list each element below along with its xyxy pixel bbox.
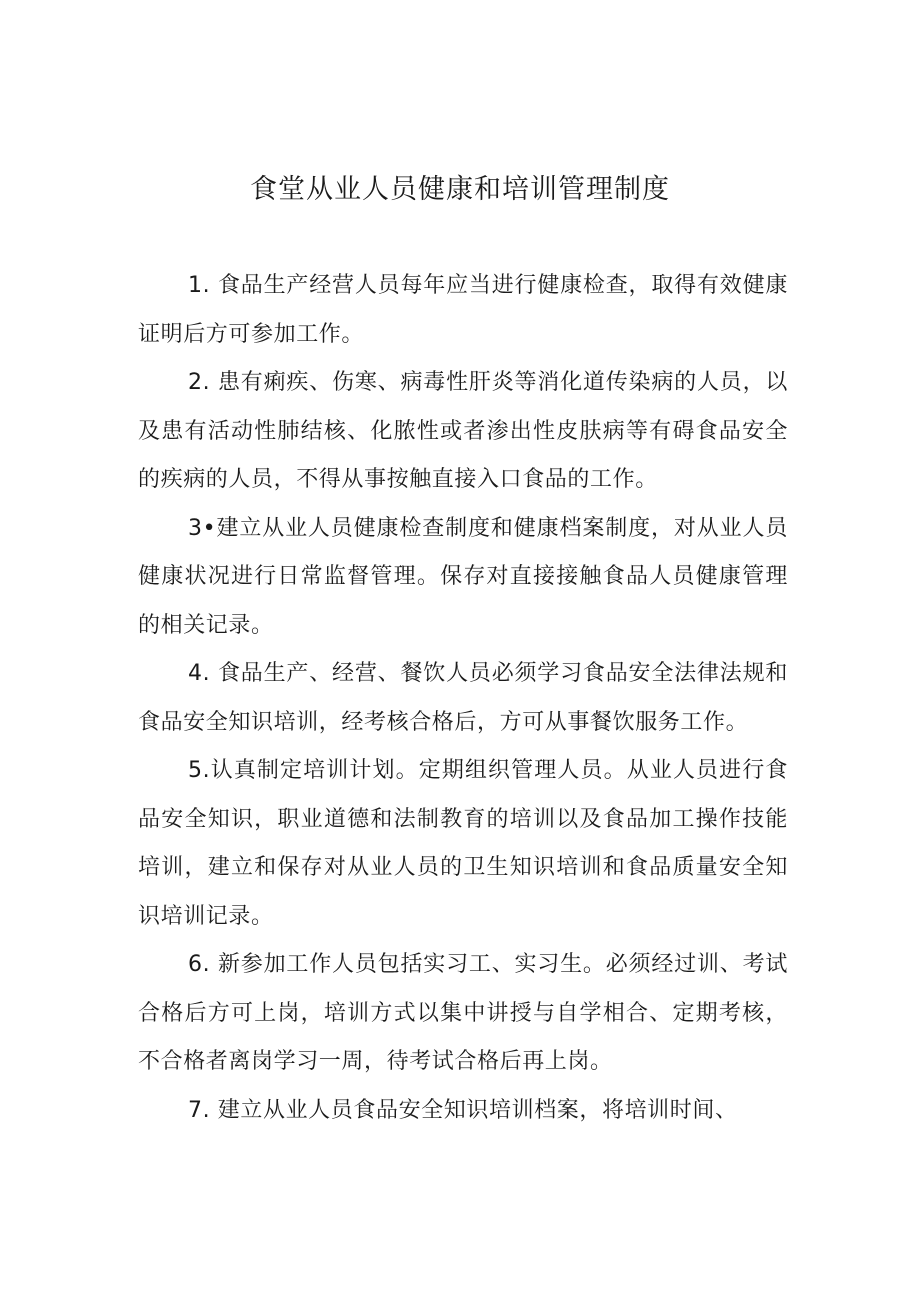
- paragraph-2: 2. 患有痢疾、伤寒、病毒性肝炎等消化道传染病的人员，以及患有活动性肺结核、化脓性或者渗出性皮肤病等有碍食品安全的疾病的人员，不得从事按触直接入口食品的工作。: [138, 370, 788, 492]
- paragraph-5: 5.认真制定培训计划。定期组织管理人员。从业人员进行食品安全知识，职业道德和法制教育的培训以及食品加工操作技能培训，建立和保存对从业人员的卫生知识培训和食品质量安全知识培训记录。: [138, 758, 788, 929]
- paragraph-7: 7. 建立从业人员食品安全知识培训档案，将培训时间、: [188, 1097, 738, 1123]
- paragraph-4: 4. 食品生产、经营、餐饮人员必须学习食品安全法律法规和食品安全知识培训，经考核合格后，方可从事餐饮服务工作。: [138, 661, 788, 735]
- paragraph-3: 3•建立从业人员健康检查制度和健康档案制度，对从业人员健康状况进行日常监督管理。保存对直接接触食品人员健康管理的相关记录。: [138, 515, 788, 638]
- paragraph-1: 1. 食品生产经营人员每年应当进行健康检查，取得有效健康证明后方可参加工作。: [138, 273, 788, 347]
- document-body: [138, 262, 788, 1135]
- document-title: 食堂从业人员健康和培训管理制度: [250, 174, 670, 205]
- paragraph-6: 6. 新参加工作人员包括实习工、实习生。必须经过训、考试合格后方可上岗，培训方式以集中讲授与自学相合、定期考核，不合格者离岗学习一周，待考试合格后再上岗。: [138, 952, 788, 1074]
